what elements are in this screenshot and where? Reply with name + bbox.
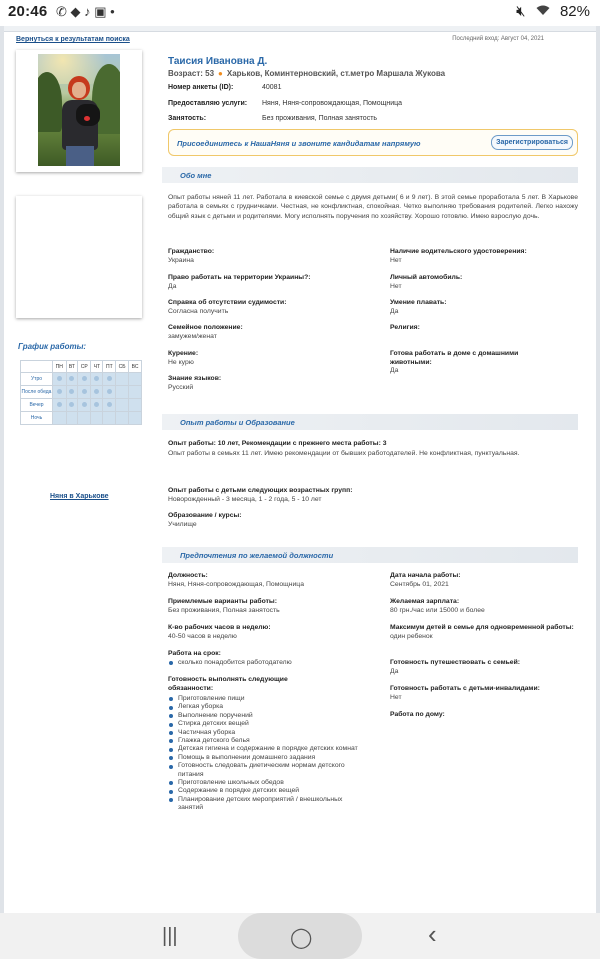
start-date-field <box>390 572 580 589</box>
battery-level: 82% <box>559 3 590 20</box>
detail-label: Личный автомобиль: <box>390 274 463 281</box>
work-variants-field <box>168 598 378 615</box>
experience-summary-label: Опыт работы: 10 лет, Рекомендации с прежнего места работы: 3 <box>168 440 387 447</box>
bullet-icon: ● <box>218 69 223 78</box>
last-login: Последний вход: Август 04, 2021 <box>452 36 544 42</box>
back-button[interactable]: ‹ <box>428 919 437 949</box>
schedule-cell-unavailable <box>53 412 67 425</box>
education-field <box>168 512 578 529</box>
schedule-row-label: Вечер <box>21 399 53 412</box>
schedule-cell-unavailable <box>116 412 129 425</box>
duty-item: Приготовление пищи <box>168 695 358 703</box>
detail-value: Да <box>168 282 177 290</box>
availability-dot-icon <box>94 376 99 381</box>
availability-dot-icon <box>107 376 112 381</box>
availability-dot-icon <box>69 376 74 381</box>
availability-dot-icon <box>94 389 99 394</box>
work-schedule-table <box>20 360 142 425</box>
about-text: Опыт работы няней 11 лет. Работала в киевской семье с двумя детьми( 6 и 9 лет). В этой семье проработала 5 лет. В Харькове работала в семьях с грудничками. Честная, не конфликтная, спокойная. Четко выполняю требования родителей. Легко нахожу общий язык с детьми и родителями. Могу исполнять поручения по хозяйству. Хорошо готовлю. Имею взрослую дочь. <box>168 194 578 220</box>
detail-value: Да <box>390 367 399 375</box>
services-value: Няня, Няня-сопровождающая, Помощница <box>262 100 403 107</box>
term-field <box>168 650 378 659</box>
duty-item: Стирка детских вещей <box>168 720 358 728</box>
schedule-cell-available <box>103 373 116 386</box>
detail-label: Право работать на территории Украины?: <box>168 274 311 281</box>
detail-value: Согласна получить <box>168 307 229 315</box>
disabled-kids-value: Нет <box>390 693 402 701</box>
age-location-line <box>168 69 445 78</box>
position-value: Няня, Няня-сопровождающая, Помощница <box>168 580 304 588</box>
detail-label: Религия: <box>390 324 420 331</box>
schedule-title: График работы: <box>18 342 87 351</box>
availability-dot-icon <box>82 389 87 394</box>
max-kids-value: один ребенок <box>390 632 433 640</box>
travel-field <box>390 659 580 676</box>
experience-summary <box>168 440 578 449</box>
clock: 20:46 <box>8 3 48 20</box>
schedule-cell-available <box>78 373 91 386</box>
detail-field <box>168 324 378 341</box>
join-banner-text: Присоединитесь к НашаНяня и звоните кандидатам напрямую <box>177 139 421 148</box>
duty-item: Легкая уборка <box>168 703 358 711</box>
duties-label: Готовность выполнять следующие обязанности: <box>168 676 288 692</box>
schedule-row <box>21 412 142 425</box>
availability-dot-icon <box>82 376 87 381</box>
duty-item: Частичная уборка <box>168 729 358 737</box>
duty-item: Готовность следовать диетическим нормам детского питания <box>168 762 358 779</box>
detail-label: Умение плавать: <box>390 299 447 306</box>
schedule-row <box>21 399 142 412</box>
detail-field <box>168 248 378 265</box>
hours-value: 40-50 часов в неделю <box>168 632 237 640</box>
schedule-cell-unavailable <box>129 386 142 399</box>
detail-label: Курение: <box>168 350 199 357</box>
schedule-cell-available <box>53 399 67 412</box>
profile-photo-frame <box>16 50 142 172</box>
candidate-name: Таисия Ивановна Д. <box>168 56 268 67</box>
detail-label: Наличие водительского удостоверения: <box>390 248 527 255</box>
services-label: Предоставляю услуги: <box>168 100 248 107</box>
housework-field <box>390 711 580 720</box>
term-value: сколько понадобится работодателю <box>168 659 378 667</box>
schedule-cell-available <box>91 373 103 386</box>
schedule-cell-unavailable <box>116 373 129 386</box>
detail-label: Готова работать в доме с домашними животными: <box>390 350 519 366</box>
id-label: Номер анкеты (ID): <box>168 84 234 91</box>
work-variants-value: Без проживания, Полная занятость <box>168 606 280 614</box>
schedule-row <box>21 373 142 386</box>
schedule-row-label: Утро <box>21 373 53 386</box>
hours-field <box>168 624 378 641</box>
detail-value: Не курю <box>168 358 194 366</box>
availability-dot-icon <box>69 389 74 394</box>
education-label: Образование / курсы: <box>168 512 242 519</box>
duty-item: Планирование детских мероприятий / внешкольных занятий <box>168 796 358 813</box>
age-groups-field <box>168 487 578 504</box>
schedule-cell-available <box>78 399 91 412</box>
schedule-cell-available <box>91 399 103 412</box>
system-nav-bar <box>0 913 600 959</box>
detail-field <box>168 375 378 392</box>
availability-dot-icon <box>82 402 87 407</box>
experience-section-title: Опыт работы и Образование <box>180 418 295 427</box>
duty-item: Выполнение поручений <box>168 712 358 720</box>
age: Возраст: 53 <box>168 69 215 78</box>
disabled-kids-field <box>390 685 580 702</box>
detail-field <box>390 350 560 376</box>
schedule-cell-available <box>103 386 116 399</box>
start-date-label: Дата начала работы: <box>390 572 461 579</box>
employment-row <box>168 115 377 122</box>
location: Харьков, Коминтерновский, ст.метро Маршала Жукова <box>226 69 446 78</box>
schedule-cell-unavailable <box>116 399 129 412</box>
position-label: Должность: <box>168 572 208 579</box>
schedule-cell-available <box>53 373 67 386</box>
salary-value: 80 грн./час или 15000 и более <box>390 606 485 614</box>
schedule-day-tue: ВТ <box>66 361 78 373</box>
employment-label: Занятость: <box>168 115 207 122</box>
duty-item: Содержание в порядке детских вещей <box>168 787 358 795</box>
housework-label: Работа по дому: <box>390 711 445 718</box>
recents-button[interactable]: ||| <box>162 925 178 947</box>
status-bar <box>0 0 600 26</box>
term-list <box>168 659 378 667</box>
detail-value: Нет <box>390 282 402 290</box>
availability-dot-icon <box>57 402 62 407</box>
schedule-row-label: Ночь <box>21 412 53 425</box>
detail-field <box>390 274 560 291</box>
services-row <box>168 100 402 107</box>
term-label: Работа на срок: <box>168 650 221 657</box>
system-indicators <box>510 3 590 20</box>
detail-field <box>390 248 560 265</box>
detail-field <box>168 350 378 367</box>
duty-item: Глажка детского белья <box>168 737 358 745</box>
top-tab-strip <box>4 26 596 32</box>
detail-value: Украина <box>168 256 194 264</box>
schedule-cell-unavailable <box>129 412 142 425</box>
schedule-row-label: После обеда <box>21 386 53 399</box>
start-date-value: Сентябрь 01, 2021 <box>390 580 449 588</box>
register-button[interactable]: Зарегистрироваться <box>491 135 573 150</box>
detail-field <box>390 324 560 333</box>
age-groups-value: Новорожденный - 3 месяца, 1 - 2 года, 5 - 10 лет <box>168 495 322 503</box>
notification-icons: ✆ ◆ ♪ ▣ • <box>56 4 115 19</box>
detail-value: Русский <box>168 383 194 391</box>
join-banner <box>168 129 578 156</box>
availability-dot-icon <box>69 402 74 407</box>
id-value: 40081 <box>262 84 282 91</box>
preferences-section-title: Предпочтения по желаемой должности <box>180 551 334 560</box>
schedule-cell-available <box>103 399 116 412</box>
experience-section-header <box>162 414 578 430</box>
detail-value: замужем/женат <box>168 332 217 340</box>
disabled-kids-label: Готовность работать с детьми-инвалидами: <box>390 685 540 692</box>
salary-field <box>390 598 580 615</box>
schedule-cell-unavailable <box>129 399 142 412</box>
availability-dot-icon <box>57 389 62 394</box>
schedule-cell-unavailable <box>103 412 116 425</box>
about-section-header <box>162 167 578 183</box>
profile-photo[interactable] <box>38 54 120 166</box>
mute-icon: 🔇︎ <box>516 3 526 20</box>
schedule-cell-available <box>66 386 78 399</box>
city-nanny-link[interactable]: Няня в Харькове <box>50 493 109 500</box>
schedule-cell-unavailable <box>66 412 78 425</box>
schedule-cell-available <box>53 386 67 399</box>
schedule-cell-unavailable <box>78 412 91 425</box>
schedule-cell-unavailable <box>116 386 129 399</box>
schedule-day-sat: СБ <box>116 361 129 373</box>
travel-label: Готовность путешествовать с семьей: <box>390 659 521 666</box>
schedule-corner <box>21 361 53 373</box>
schedule-day-wed: СР <box>78 361 91 373</box>
detail-value: Нет <box>390 256 402 264</box>
employment-value: Без проживания, Полная занятость <box>262 115 378 122</box>
schedule-cell-available <box>66 399 78 412</box>
travel-value: Да <box>390 667 399 675</box>
duty-item: Приготовление школьных обедов <box>168 779 358 787</box>
schedule-cell-available <box>66 373 78 386</box>
detail-label: Знание языков: <box>168 375 222 382</box>
schedule-cell-unavailable <box>91 412 103 425</box>
availability-dot-icon <box>57 376 62 381</box>
schedule-day-mon: ПН <box>53 361 67 373</box>
home-button[interactable]: ◯ <box>290 927 313 949</box>
schedule-day-sun: ВС <box>129 361 142 373</box>
experience-text: Опыт работы в семьях 11 лет. Имею рекомендации от бывших работодателей. Не конфликтная, пунктуальная. <box>168 450 520 457</box>
detail-label: Гражданство: <box>168 248 215 255</box>
detail-label: Семейное положение: <box>168 324 243 331</box>
age-groups-label: Опыт работы с детьми следующих возрастных групп: <box>168 487 353 494</box>
schedule-cell-available <box>78 386 91 399</box>
detail-field <box>390 299 560 316</box>
schedule-row <box>21 386 142 399</box>
schedule-day-fri: ПТ <box>103 361 116 373</box>
back-to-results-link[interactable]: Вернуться к результатам поиска <box>16 36 130 43</box>
schedule-cell-available <box>91 386 103 399</box>
wifi-icon <box>536 3 554 20</box>
hours-label: К-во рабочих часов в неделю: <box>168 624 271 631</box>
duty-item: Помощь в выполнении домашнего задания <box>168 754 358 762</box>
profile-page <box>4 26 596 913</box>
preferences-section-header <box>162 547 578 563</box>
max-kids-label: Максимум детей в семье для одновременной работы: <box>390 624 574 631</box>
schedule-cell-unavailable <box>129 373 142 386</box>
duties-field <box>168 676 318 693</box>
availability-dot-icon <box>94 402 99 407</box>
detail-label: Справка об отсутствии судимости: <box>168 299 287 306</box>
secondary-photo-frame <box>16 196 142 318</box>
availability-dot-icon <box>107 402 112 407</box>
detail-field <box>168 274 378 291</box>
about-section-title: Обо мне <box>180 171 212 180</box>
duty-item: Детская гигиена и содержание в порядке детских комнат <box>168 745 358 753</box>
position-field <box>168 572 378 589</box>
detail-value: Да <box>390 307 399 315</box>
schedule-day-thu: ЧТ <box>91 361 103 373</box>
work-variants-label: Приемлемые варианты работы: <box>168 598 277 605</box>
duties-list <box>168 695 358 813</box>
education-value: Училище <box>168 520 197 528</box>
availability-dot-icon <box>107 389 112 394</box>
detail-field <box>168 299 378 316</box>
id-row <box>168 84 281 91</box>
salary-label: Желаемая зарплата: <box>390 598 460 605</box>
max-kids-field <box>390 624 580 641</box>
